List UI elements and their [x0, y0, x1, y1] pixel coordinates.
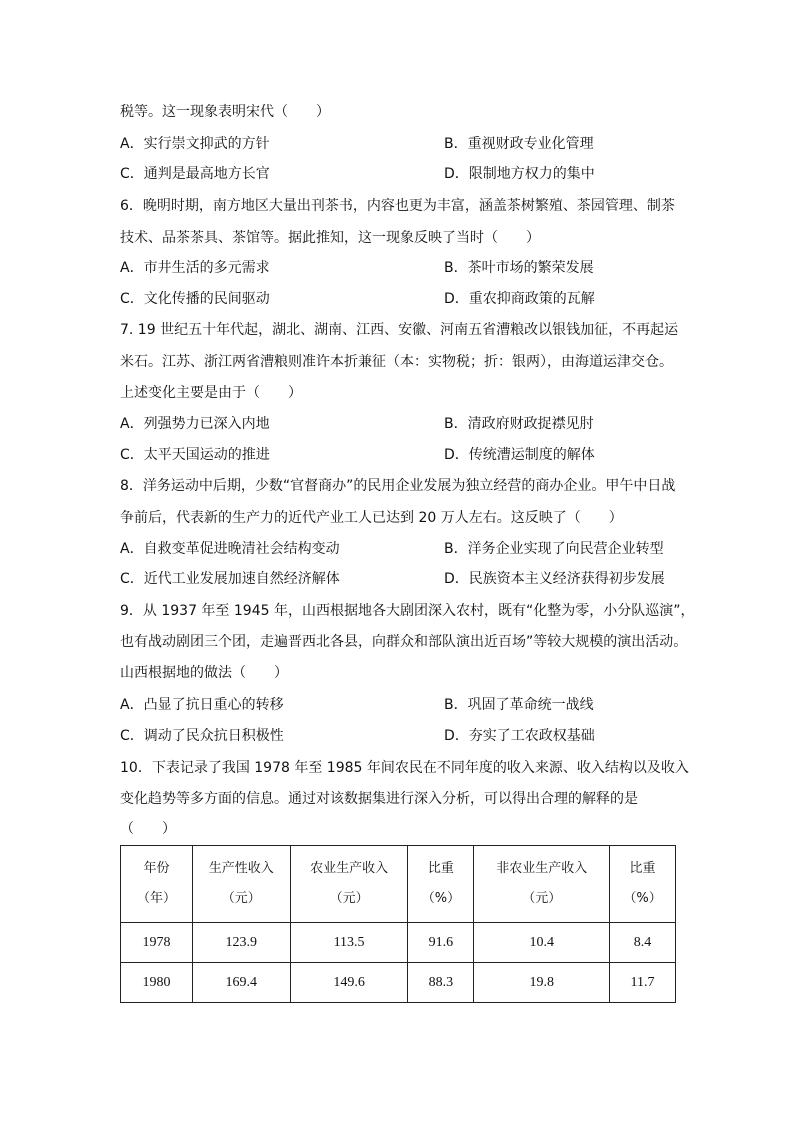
q5-option-d: D．限制地方权力的集中	[444, 166, 595, 182]
q7-stem-line3: 上述变化主要是由于（ ）	[120, 385, 302, 401]
table-cell: 8.4	[610, 923, 676, 963]
header-productive-income-unit: （元）	[221, 891, 261, 906]
q8-option-d: D．民族资本主义经济获得初步发展	[444, 571, 665, 587]
header-nonagri-share	[610, 846, 676, 923]
q6-option-d: D．重农抑商政策的瓦解	[444, 291, 595, 307]
q7-option-c: C．太平天国运动的推进	[120, 447, 270, 463]
q8-option-c: C．近代工业发展加速自然经济解体	[120, 571, 340, 587]
q9-option-d: D．夯实了工农政权基础	[444, 728, 595, 744]
header-year-unit: （年）	[136, 891, 176, 906]
q5-option-c: C．通判是最高地方长官	[120, 166, 270, 182]
table-header-row	[121, 846, 676, 923]
header-agri-income-unit: （元）	[329, 891, 369, 906]
q5-option-b: B．重视财政专业化管理	[444, 136, 594, 152]
q7-stem-line2: 米石。江苏、浙江两省漕粮则准许本折兼征（本：实物税；折：银两），由海道运津交仓。	[120, 354, 673, 370]
q7-option-b: B．清政府财政捉襟见肘	[444, 416, 594, 432]
table-cell: 19.8	[474, 963, 610, 1003]
q10-stem-line2: 变化趋势等多方面的信息。通过对该数据集进行深入分析，可以得出合理的解释的是	[120, 791, 638, 807]
q7-option-a: A．列强势力已深入内地	[120, 416, 270, 432]
q6-option-b: B．茶叶市场的繁荣发展	[444, 260, 594, 276]
header-agri-share-label: 比重	[427, 861, 454, 876]
q9-option-b: B．巩固了革命统一战线	[444, 697, 594, 713]
table-cell: 113.5	[290, 923, 408, 963]
header-nonagri-share-label: 比重	[629, 861, 656, 876]
income-table	[120, 845, 676, 1003]
header-agri-share	[408, 846, 474, 923]
header-agri-income	[290, 846, 408, 923]
q9-stem-line3: 山西根据地的做法（ ）	[120, 665, 288, 681]
table-cell: 1978	[121, 923, 193, 963]
q9-stem-line2: 也有战动剧团三个团，走遍晋西北各县，向群众和部队演出近百场”等较大规模的演出活动。	[120, 634, 688, 650]
q8-stem-line2: 争前后，代表新的生产力的近代产业工人已达到 20 万人左右。这反映了（ ）	[120, 510, 623, 526]
q5-stem-tail: 税等。这一现象表明宋代（ ）	[120, 104, 330, 120]
q5-option-a: A．实行崇文抑武的方针	[120, 136, 270, 152]
header-year	[121, 846, 193, 923]
header-agri-income-label: 农业生产收入	[310, 861, 389, 876]
table-cell: 11.7	[610, 963, 676, 1003]
table-cell: 88.3	[408, 963, 474, 1003]
q6-stem-line1: 6．晚明时期，南方地区大量出刊茶书，内容也更为丰富，涵盖茶树繁殖、茶园管理、制茶	[120, 198, 675, 214]
q9-option-a: A．凸显了抗日重心的转移	[120, 697, 284, 713]
table-row	[121, 923, 676, 963]
q10-stem-line3: （ ）	[120, 821, 176, 837]
header-nonagri-income-label: 非农业生产收入	[496, 861, 588, 876]
table-cell: 10.4	[474, 923, 610, 963]
q6-stem-line2: 技术、品茶茶具、茶馆等。据此推知，这一现象反映了当时（ ）	[120, 230, 540, 246]
header-agri-share-unit: （%）	[421, 891, 461, 906]
table-cell: 1980	[121, 963, 193, 1003]
header-nonagri-income	[474, 846, 610, 923]
header-year-label: 年份	[143, 861, 170, 876]
table-cell: 149.6	[290, 963, 408, 1003]
q9-option-c: C．调动了民众抗日积极性	[120, 728, 284, 744]
q7-stem-line1: 7. 19 世纪五十年代起，湖北、湖南、江西、安徽、河南五省漕粮改以银钱加征，不再起运	[120, 322, 679, 338]
header-productive-income-label: 生产性收入	[208, 861, 274, 876]
q7-option-d: D．传统漕运制度的解体	[444, 447, 595, 463]
q10-stem-line1: 10．下表记录了我国 1978 年至 1985 年间农民在不同年度的收入来源、收入结构以及收入	[120, 760, 689, 776]
header-nonagri-income-unit: （元）	[522, 891, 562, 906]
q6-option-c: C．文化传播的民间驱动	[120, 291, 270, 307]
header-nonagri-share-unit: （%）	[623, 891, 662, 906]
q6-option-a: A．市井生活的多元需求	[120, 260, 270, 276]
table-cell: 123.9	[192, 923, 290, 963]
header-productive-income	[192, 846, 290, 923]
q9-stem-line1: 9．从 1937 年至 1945 年，山西根据地各大剧团深入农村，既有“化整为零，小分队巡演”，	[120, 603, 695, 619]
q8-option-a: A．自救变革促进晚清社会结构变动	[120, 541, 340, 557]
table-row	[121, 963, 676, 1003]
q8-stem-line1: 8．洋务运动中后期，少数“官督商办”的民用企业发展为独立经营的商办企业。甲午中日战	[120, 478, 676, 494]
q8-option-b: B．洋务企业实现了向民营企业转型	[444, 541, 664, 557]
table-cell: 169.4	[192, 963, 290, 1003]
table-cell: 91.6	[408, 923, 474, 963]
